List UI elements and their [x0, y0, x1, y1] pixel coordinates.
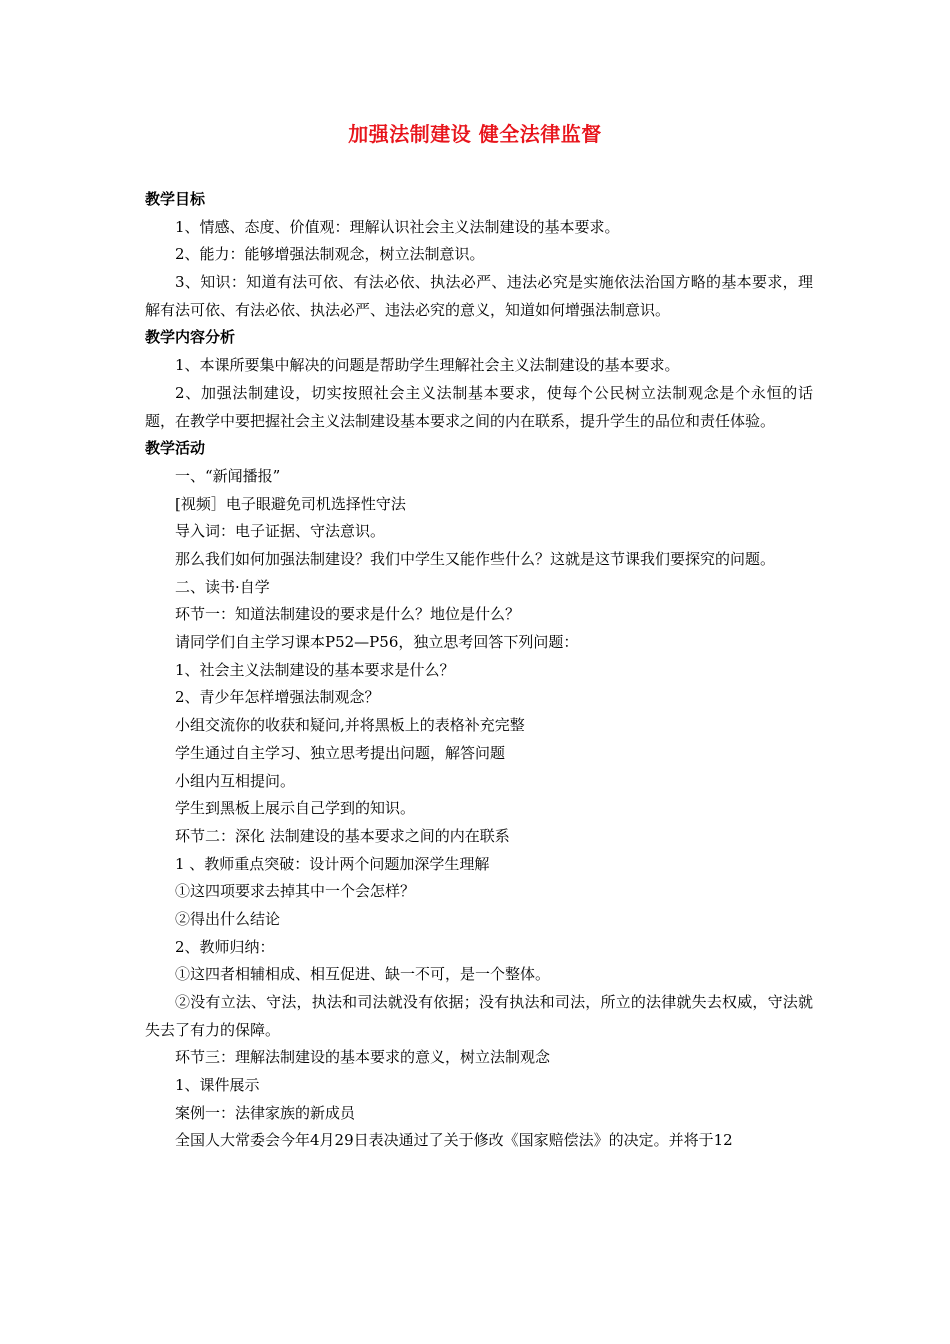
activity-reading-title: 二、读书·自学	[175, 577, 270, 596]
document-title: 加强法制建设 健全法律监督	[348, 122, 602, 146]
activity-question: 那么我们如何加强法制建设？我们中学生又能作些什么？这就是这节课我们要探究的问题。	[175, 550, 776, 568]
activity-news-title: 一、“新闻播报”	[175, 466, 281, 485]
activity-courseware: 1、课件展示	[175, 1076, 260, 1095]
activity-circled-4: ②没有立法、守法，执法和司法就没有依据；没有执法和司法，所立的法律就失去权威，守法就失去了有力的保障。	[145, 993, 813, 1039]
activity-teacher-1: 1 、教师重点突破：设计两个问题加深学生理解	[175, 854, 490, 873]
section-heading-goals: 教学目标	[145, 190, 206, 208]
goal-item-3: 3、知识：知道有法可依、有法必依、执法必严、违法必究是实施依法治国方略的基本要求，理解有法可依、有法必依、执法必严、违法必究的意义，知道如何增强法制意识。	[145, 273, 813, 319]
activity-question-1: 1、社会主义法制建设的基本要求是什么？	[175, 660, 455, 679]
activity-case-1: 案例一：法律家族的新成员	[175, 1103, 356, 1122]
analysis-item-2: 2、加强法制建设，切实按照社会主义法制基本要求，使每个公民树立法制观念是个永恒的话题，在教学中要把握社会主义法制建设基本要求之间的内在联系，提升学生的品位和责任体验。	[145, 383, 813, 430]
section-heading-analysis: 教学内容分析	[145, 328, 236, 347]
activity-teacher-2: 2、教师归纳：	[175, 937, 275, 956]
goal-item-2: 2、能力：能够增强法制观念，树立法制意识。	[175, 245, 485, 264]
goal-item-1: 1、情感、态度、价值观：理解认识社会主义法制建设的基本要求。	[175, 217, 620, 236]
activity-student-1: 学生通过自主学习、独立思考提出问题，解答问题	[175, 743, 506, 762]
activity-intro: 导入词：电子证据、守法意识。	[175, 522, 386, 541]
document-body	[145, 186, 813, 1155]
activity-group-2: 小组内互相提问。	[175, 771, 296, 790]
activity-step-1: 环节一：知道法制建设的要求是什么？地位是什么？	[175, 605, 521, 624]
activity-circled-2: ②得出什么结论	[175, 909, 281, 928]
activity-circled-3: ①这四者相辅相成、相互促进、缺一不可，是一个整体。	[175, 965, 551, 984]
activity-student-2: 学生到黑板上展示自己学到的知识。	[175, 799, 416, 818]
activity-step-2: 环节二：深化 法制建设的基本要求之间的内在联系	[175, 826, 510, 845]
section-heading-activities: 教学活动	[145, 439, 206, 458]
activity-video: [视频］电子眼避免司机选择性守法	[175, 494, 406, 513]
activity-step-3: 环节三：理解法制建设的基本要求的意义，树立法制观念	[175, 1048, 551, 1067]
activity-group-1: 小组交流你的收获和疑问,并将黑板上的表格补充完整	[175, 716, 525, 735]
activity-question-2: 2、青少年怎样增强法制观念？	[175, 688, 380, 707]
analysis-item-1: 1、本课所要集中解决的问题是帮助学生理解社会主义法制建设的基本要求。	[175, 356, 680, 375]
activity-case-1-text: 全国人大常委会今年4月29日表决通过了关于修改《国家赔偿法》的决定。并将于12	[175, 1131, 733, 1150]
activity-circled-1: ①这四项要求去掉其中一个会怎样？	[175, 882, 416, 901]
activity-self-study: 请同学们自主学习课本P52—P56，独立思考回答下列问题：	[175, 633, 579, 652]
